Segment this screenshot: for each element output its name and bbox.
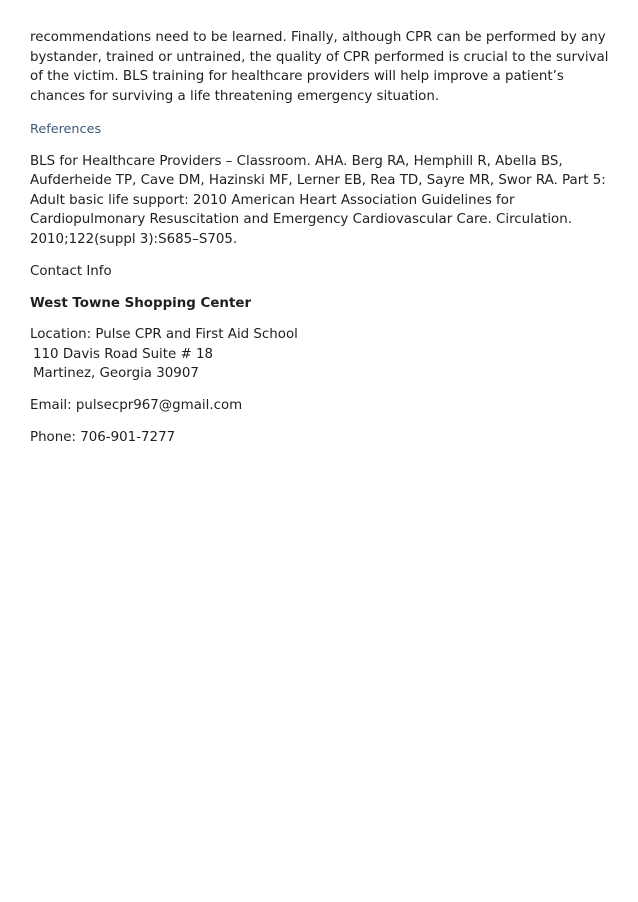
location-name: West Towne Shopping Center <box>30 295 252 311</box>
address-block <box>30 325 614 384</box>
phone-text: Phone: 706-901-7277 <box>30 430 176 445</box>
references-heading: References <box>30 122 102 137</box>
email-text: Email: pulsecpr967@gmail.com <box>30 397 243 413</box>
address-line-city: Martinez, Georgia 30907 <box>33 366 199 381</box>
references-text: BLS for Healthcare Providers – Classroom. AHA. Berg RA, Hemphill R, Abella BS, Aufderheide TP, Cave DM, Hazinski MF, Lerner EB, Rea TD, Sayre MR, Swor RA. Part 5: Adult basic life support: 2010 American Heart Association Guidelines for Cardiopulmonary Resuscitation and Emergency Cardiovascular Care. Circulation. 2010;122(suppl 3):S685–S705. <box>30 153 606 247</box>
contact-info-heading: Contact Info <box>30 264 112 279</box>
address-line-location: Location: Pulse CPR and First Aid School <box>30 327 298 342</box>
address-line-street: 110 Davis Road Suite # 18 <box>33 346 214 362</box>
intro-paragraph: recommendations need to be learned. Finally, although CPR can be performed by any bystander, trained or untrained, the quality of CPR performed is crucial to the survival of the victim. BLS training for healthcare providers will help improve a patient’s chances for surviving a life threatening emergency situation. <box>30 30 609 104</box>
